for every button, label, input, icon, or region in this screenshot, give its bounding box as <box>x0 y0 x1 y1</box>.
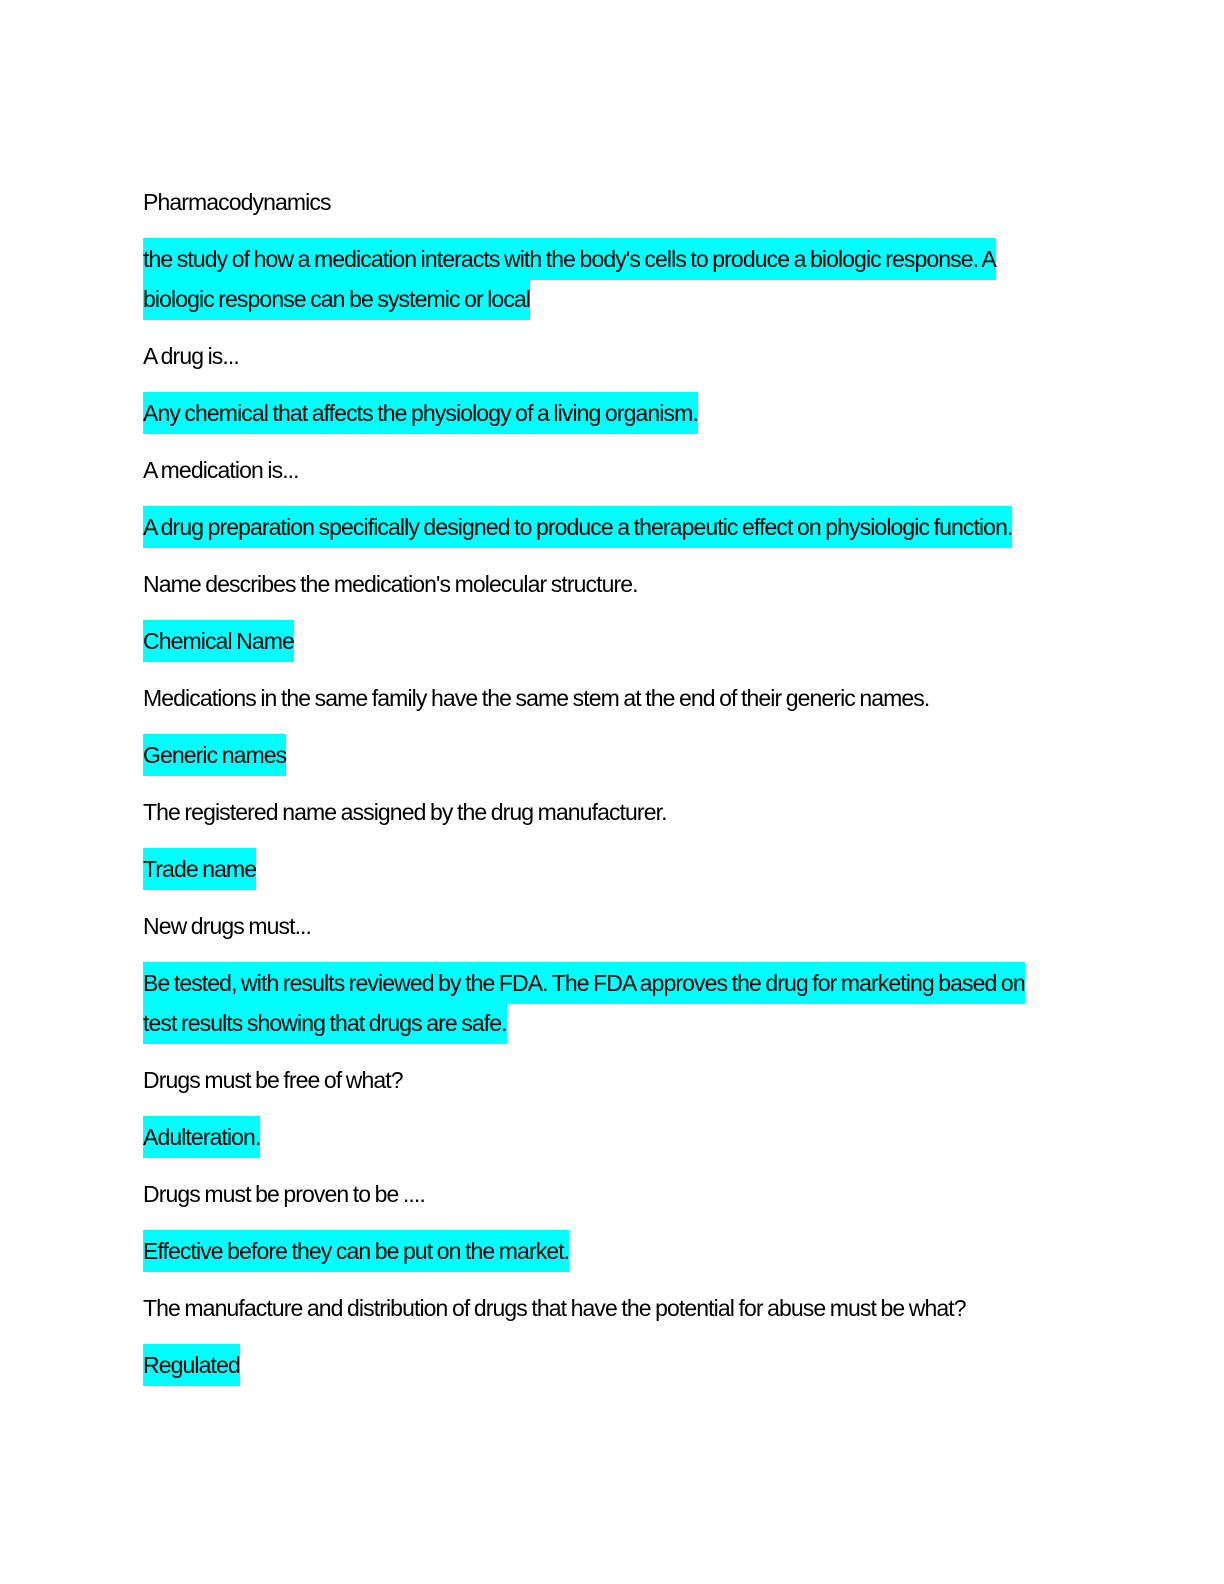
highlighted-definition: Be tested, with results reviewed by the FDA. The FDA approves the drug for marketing based on test results showing that drugs are safe. <box>143 962 1025 1044</box>
definition-text <box>143 239 1043 319</box>
term-text <box>143 792 1043 832</box>
highlighted-definition: Generic names <box>143 734 286 776</box>
term-text <box>143 1060 1043 1100</box>
term-text <box>143 450 1043 490</box>
term-label: Pharmacodynamics <box>143 189 331 215</box>
term-text <box>143 1288 1043 1328</box>
term-label: A medication is... <box>143 457 299 483</box>
term-label: A drug is... <box>143 343 239 369</box>
term-label: Drugs must be proven to be .... <box>143 1181 425 1207</box>
definition-text <box>143 507 1043 547</box>
term-text <box>143 906 1043 946</box>
definition-text <box>143 1231 1043 1271</box>
highlighted-definition: A drug preparation specifically designed to produce a therapeutic effect on physiologic function. <box>143 506 1012 548</box>
term-label: Name describes the medication's molecular structure. <box>143 571 638 597</box>
definition-text <box>143 621 1043 661</box>
highlighted-definition: Adulteration. <box>143 1116 260 1158</box>
term-label: Drugs must be free of what? <box>143 1067 403 1093</box>
definition-text <box>143 963 1043 1043</box>
definition-text <box>143 849 1043 889</box>
highlighted-definition: Any chemical that affects the physiology of a living organism. <box>143 392 698 434</box>
definition-text <box>143 1345 1043 1385</box>
term-text <box>143 336 1043 376</box>
definition-text <box>143 393 1043 433</box>
term-label: The registered name assigned by the drug manufacturer. <box>143 799 667 825</box>
highlighted-definition: Regulated <box>143 1344 240 1386</box>
definition-text <box>143 735 1043 775</box>
highlighted-definition: the study of how a medication interacts with the body's cells to produce a biologic response. A biologic response can be systemic or local <box>143 238 996 320</box>
term-text <box>143 678 1043 718</box>
term-label: The manufacture and distribution of drugs that have the potential for abuse must be what? <box>143 1295 966 1321</box>
term-text <box>143 1174 1043 1214</box>
highlighted-definition: Trade name <box>143 848 256 890</box>
term-text <box>143 182 1043 222</box>
term-text <box>143 564 1043 604</box>
definition-text <box>143 1117 1043 1157</box>
highlighted-definition: Chemical Name <box>143 620 294 662</box>
term-label: Medications in the same family have the same stem at the end of their generic names. <box>143 685 930 711</box>
term-label: New drugs must... <box>143 913 312 939</box>
flashcard-list <box>143 182 1043 1402</box>
highlighted-definition: Effective before they can be put on the market. <box>143 1230 569 1272</box>
